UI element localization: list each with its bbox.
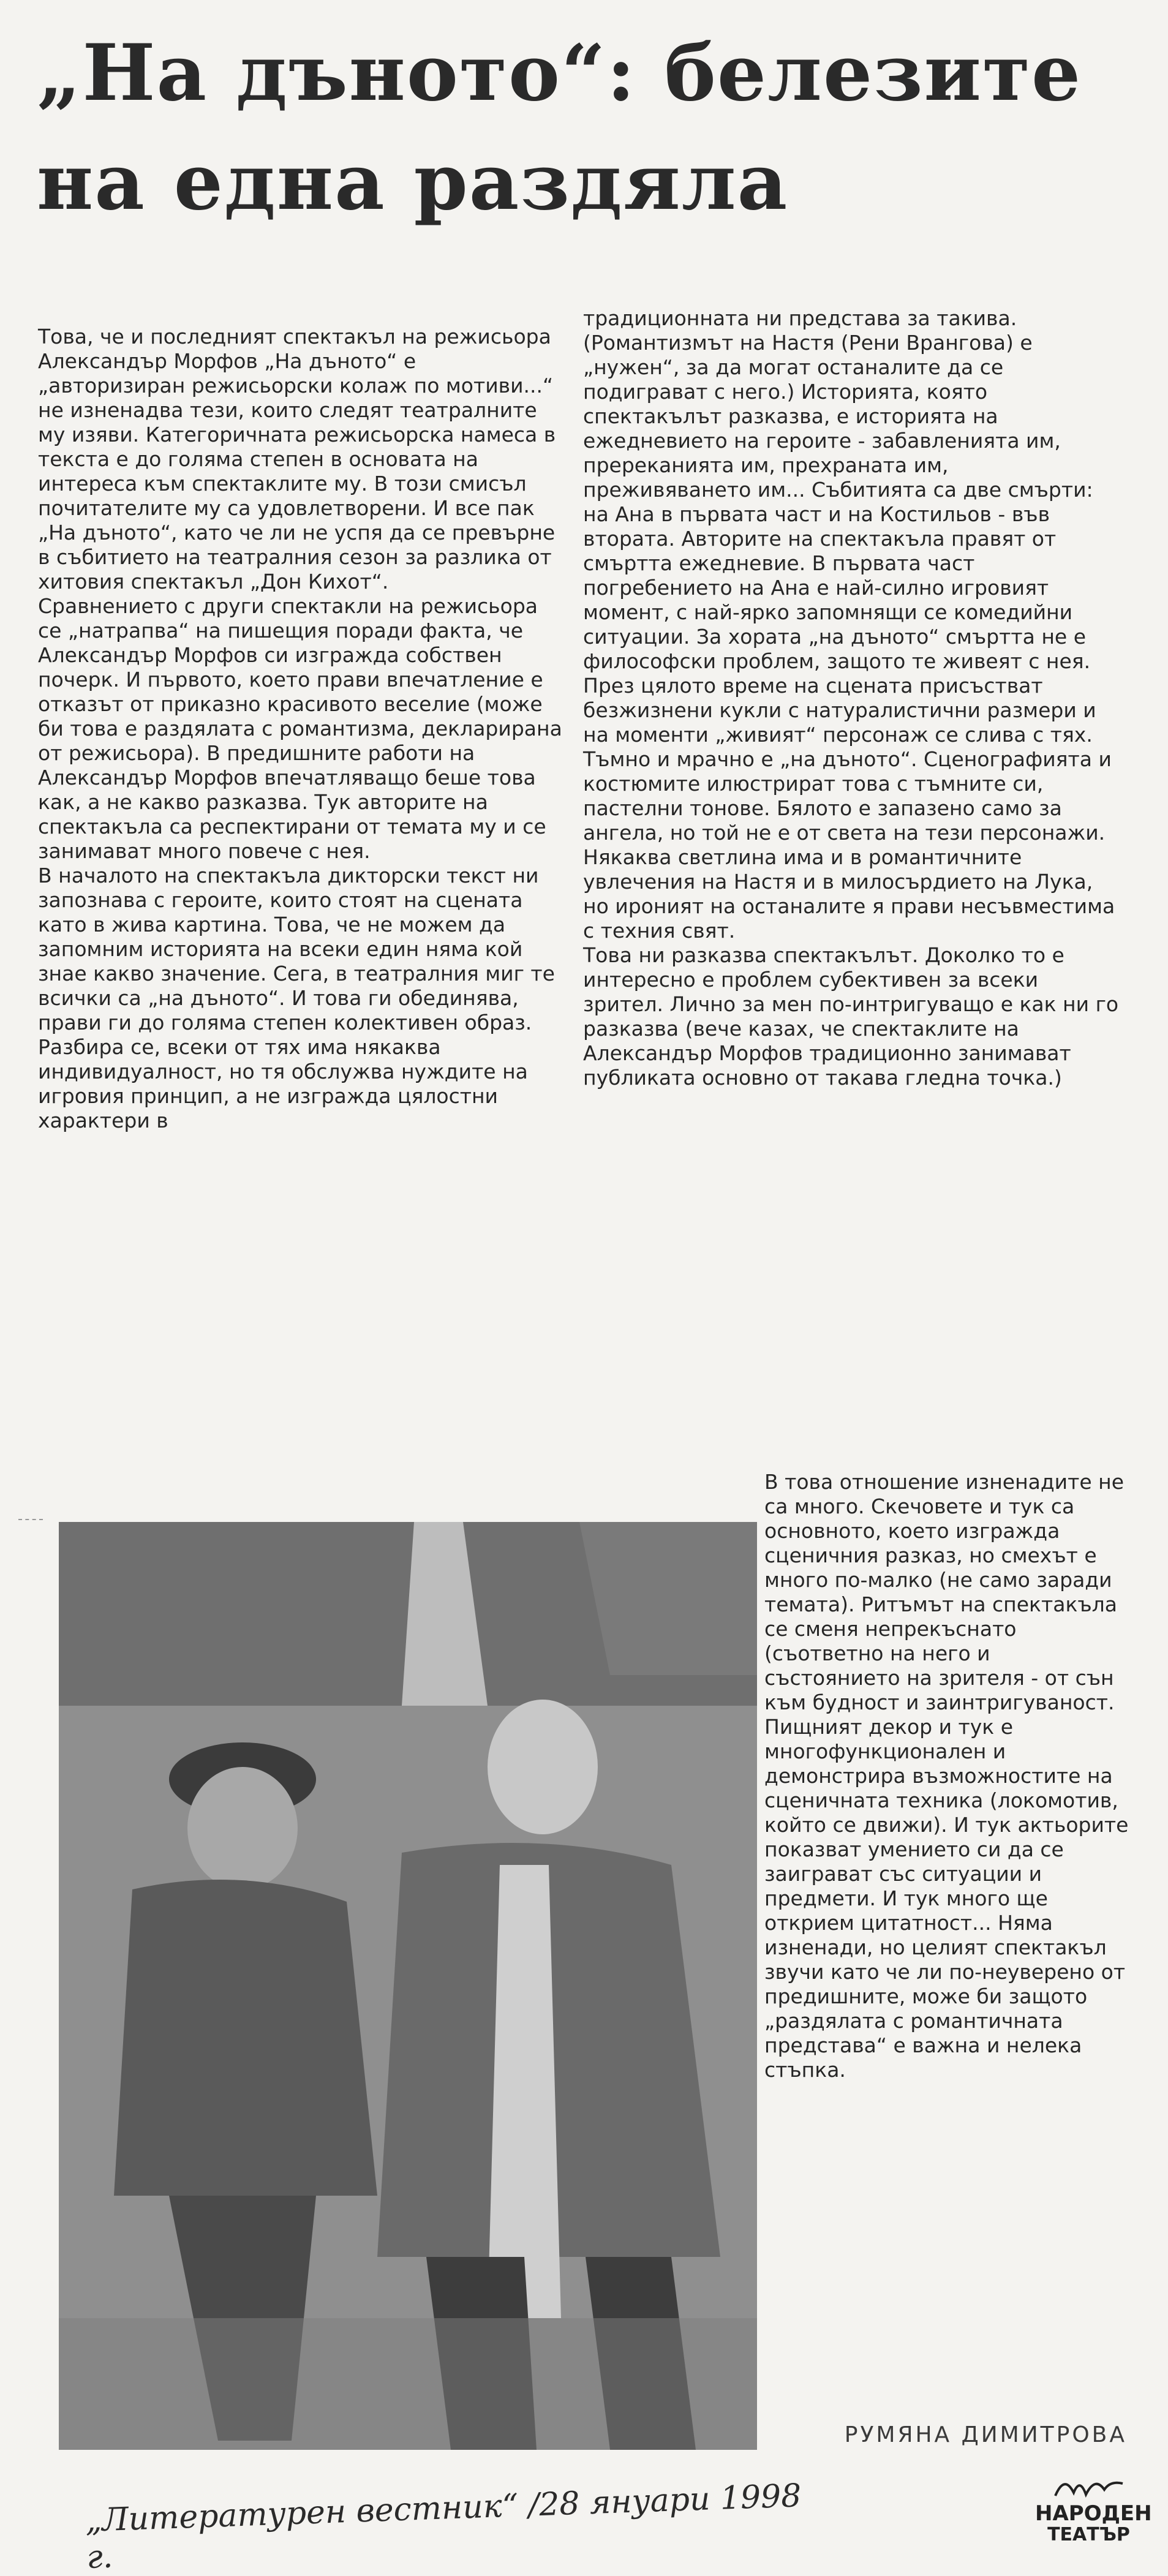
- paragraph: традиционната ни представа за такива. (Романтизмът на Настя (Рени Врангова) е „нужен“, за да могат останалите да се подиграват с него.) Историята, която спектакълът разказва, е историята на ежедневието на героите - забавленията им, пререканията им, прехраната им, преживяването им... Събитията са две смърти: на Ана в първата част и на Костильов - във втората. Авторите на спектакъла правят от смъртта ежедневие. В първата част погребението на Ана е най-силно игровият момент, с най-ярко запомнящи се комедийни ситуации. За хората „на дъното“ смъртта не е философски проблем, защото те живеят с нея. През цялото време на сцената присъстват безжизнени кукли с натуралистични размери и на моменти „живият“ персонаж се слива с тях.: [583, 306, 1096, 747]
- stamp-line-2: ТЕАТЪР: [1047, 2524, 1130, 2545]
- article-column-3: [764, 1470, 1132, 2082]
- article-headline: „На дъното“: белезите на една раздяла: [37, 28, 1082, 227]
- paragraph: В това отношение изненадите не са много. Скечовете и тук са основното, което изгражда сценичния разказ, но смехът е много по-малко (не само заради темата). Ритъмът на спектакъла се сменя непрекъснато (съответно на него и състоянието на зрителя - от сън към будност и заинтригуваност. Пищният декор и тук е многофункционален и демонстрира възможностите на сценичната техника (локомотив, който се движи). И тук актьорите показват умението си да се заиграват със ситуации и предмети. И тук много ще открием цитатност... Няма изненади, но целият спектакъл звучи като че ли по-неуверено от предишните, може би защото „раздялата с романтичната представа“ е важна и нелека стъпка.: [764, 1470, 1129, 2082]
- paragraph: Това, че и последният спектакъл на режисьора Александър Морфов „На дъното“ е „авторизиран режисьорски колаж по мотиви...“ не изненадва тези, които следят театралните му изяви. Категоричната режисьорска намеса в текста е до голяма степен в основата на интереса към спектаклите му. В този смисъл почитателите му са удовлетворени. И все пак „На дъното“, като че ли не успя да се превърне в събитието на театралния сезон за разлика от хитовия спектакъл „Дон Кихот“.: [38, 325, 556, 593]
- paragraph: Тъмно и мрачно е „на дъното“. Сценографията и костюмите илюстрират това с тъмните си, пастелни тонове. Бялото е запазено само за ангела, но той не е от света на тези персонажи. Някаква светлина има и в романтичните увлечения на Настя и в милосърдието на Лука, но ироният на останалите я прави несъвместима с техния свят.: [583, 747, 1115, 943]
- signature-scribble-icon: [1052, 2471, 1126, 2502]
- theatre-scene-photo: [59, 1522, 757, 2450]
- photo-image: [59, 1522, 757, 2450]
- cut-line: [18, 1519, 43, 1520]
- article-column-1: [38, 325, 565, 1133]
- paragraph: Сравнението с други спектакли на режисьора се „натрапва“ на пишещия поради факта, че Александър Морфов си изгражда собствен почерк. И първото, което прави впечатление е отказът от приказно красивото веселие (може би това е раздялата с романтизма, декларирана от режисьора). В предишните работи на Александър Морфов впечатляващо беше това как, а не какво разказва. Тук авторите на спектакъла са респектирани от темата му и се занимават много повече с нея.: [38, 594, 562, 863]
- paragraph: В началото на спектакъла дикторски текст ни запознава с героите, които стоят на сцената като в жива картина. Това, че не можем да запомним историята на всеки един няма кой знае какво значение. Сега, в театралния миг те всички са „на дъното“. И това ги обединява, прави ги до голяма степен колективен образ. Разбира се, всеки от тях има някаква индивидуалност, но тя обслужва нуждите на игровия принцип, а не изгражда цялостни характери в: [38, 864, 555, 1132]
- article-column-2: [583, 306, 1122, 1090]
- theatre-stamp: [1035, 2471, 1152, 2551]
- handwritten-source-note: „Литературен вестник“ /28 януари 1998 г.: [85, 2477, 802, 2576]
- paragraph: Това ни разказва спектакълът. Доколко то е интересно е проблем субективен за всеки зрител. Лично за мен по-интригуващо е как ни го разказва (вече казах, че спектаклите на Александър Морфов традиционно занимават публиката основно от такава гледна точка.): [583, 943, 1119, 1090]
- author-signature: РУМЯНА ДИМИТРОВА: [844, 2422, 1127, 2447]
- stamp-line-1: НАРОДЕН: [1035, 2501, 1152, 2526]
